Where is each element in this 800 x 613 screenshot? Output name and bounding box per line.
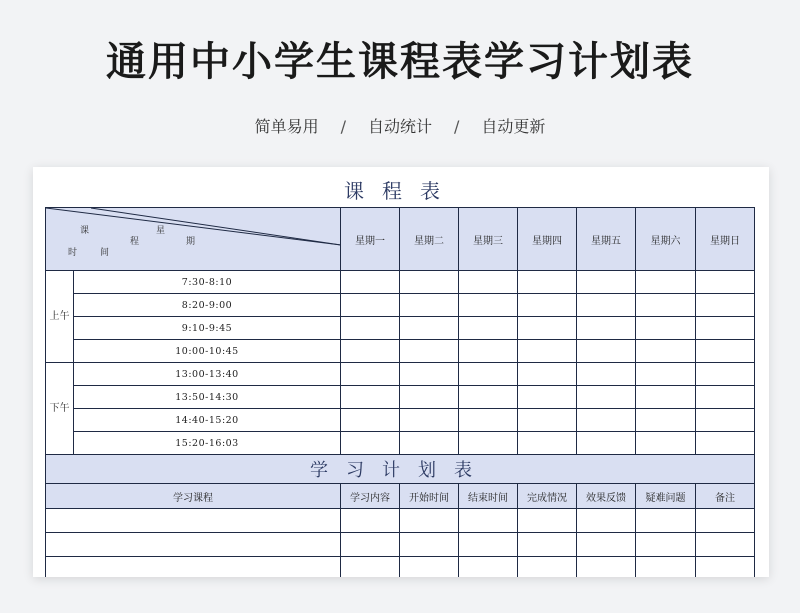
subtitle-item-easy: 简单易用 xyxy=(254,117,319,136)
time-slot[interactable]: 13:50-14:30 xyxy=(74,386,341,409)
schedule-cell[interactable] xyxy=(577,271,636,294)
plan-header[interactable]: 完成情况 xyxy=(518,484,577,509)
schedule-cell[interactable] xyxy=(341,317,400,340)
schedule-cell[interactable] xyxy=(459,340,518,363)
day-header[interactable]: 星期四 xyxy=(518,208,577,271)
schedule-cell[interactable] xyxy=(459,271,518,294)
time-slot[interactable]: 7:30-8:10 xyxy=(74,271,341,294)
schedule-cell[interactable] xyxy=(518,317,577,340)
plan-cell[interactable] xyxy=(577,557,636,578)
schedule-cell[interactable] xyxy=(518,294,577,317)
plan-cell[interactable] xyxy=(696,533,755,557)
table-row xyxy=(46,386,755,409)
day-header[interactable]: 星期一 xyxy=(341,208,400,271)
period-label-morning[interactable]: 上午 xyxy=(46,271,74,363)
corner-label: 程 xyxy=(130,237,140,247)
corner-label: 期 xyxy=(186,237,196,247)
corner-label: 星 xyxy=(156,226,166,236)
schedule-cell[interactable] xyxy=(577,409,636,432)
schedule-cell[interactable] xyxy=(636,363,696,386)
subtitle-item-auto-stats: 自动统计 xyxy=(367,117,432,136)
plan-header-course[interactable]: 学习课程 xyxy=(46,484,341,509)
plan-cell[interactable] xyxy=(400,557,459,578)
plan-header[interactable]: 结束时间 xyxy=(459,484,518,509)
table-row xyxy=(46,409,755,432)
plan-cell[interactable] xyxy=(459,509,518,533)
schedule-cell[interactable] xyxy=(459,409,518,432)
plan-cell[interactable] xyxy=(518,557,577,578)
corner-label: 时 xyxy=(68,248,78,258)
plan-cell[interactable] xyxy=(459,533,518,557)
schedule-cell[interactable] xyxy=(400,340,459,363)
plan-cell[interactable] xyxy=(636,533,696,557)
table-row xyxy=(46,557,755,578)
subtitle xyxy=(0,114,800,137)
plan-cell[interactable] xyxy=(341,557,400,578)
corner-cell[interactable] xyxy=(46,208,341,271)
day-header[interactable]: 星期二 xyxy=(400,208,459,271)
corner-label: 课 xyxy=(80,226,90,236)
schedule-cell[interactable] xyxy=(518,340,577,363)
schedule-header-row xyxy=(46,208,755,271)
day-header[interactable]: 星期日 xyxy=(696,208,755,271)
table-row xyxy=(46,363,755,386)
plan-header[interactable]: 学习内容 xyxy=(341,484,400,509)
spreadsheet-sheet xyxy=(33,167,769,577)
schedule-cell[interactable] xyxy=(696,386,755,409)
table-row xyxy=(46,432,755,455)
plan-cell[interactable] xyxy=(341,533,400,557)
schedule-cell[interactable] xyxy=(341,409,400,432)
plan-cell[interactable] xyxy=(636,509,696,533)
schedule-cell[interactable] xyxy=(459,386,518,409)
schedule-cell[interactable] xyxy=(696,340,755,363)
schedule-cell[interactable] xyxy=(696,409,755,432)
plan-cell[interactable] xyxy=(46,509,341,533)
schedule-cell[interactable] xyxy=(577,432,636,455)
schedule-cell[interactable] xyxy=(636,409,696,432)
day-header[interactable]: 星期三 xyxy=(459,208,518,271)
schedule-cell[interactable] xyxy=(341,294,400,317)
plan-cell[interactable] xyxy=(400,509,459,533)
schedule-cell[interactable] xyxy=(341,271,400,294)
schedule-cell[interactable] xyxy=(459,363,518,386)
schedule-cell[interactable] xyxy=(518,363,577,386)
time-slot[interactable]: 9:10-9:45 xyxy=(74,317,341,340)
schedule-cell[interactable] xyxy=(518,409,577,432)
table-row xyxy=(46,340,755,363)
subtitle-item-auto-update: 自动更新 xyxy=(481,117,546,136)
schedule-cell[interactable] xyxy=(400,317,459,340)
schedule-cell[interactable] xyxy=(518,271,577,294)
schedule-cell[interactable] xyxy=(696,317,755,340)
schedule-cell[interactable] xyxy=(636,317,696,340)
schedule-cell[interactable] xyxy=(400,271,459,294)
plan-cell[interactable] xyxy=(459,557,518,578)
schedule-cell[interactable] xyxy=(400,432,459,455)
plan-header-row xyxy=(46,484,755,509)
table-row xyxy=(46,509,755,533)
plan-cell[interactable] xyxy=(696,557,755,578)
plan-cell[interactable] xyxy=(46,533,341,557)
schedule-cell[interactable] xyxy=(400,294,459,317)
page-title: 通用中小学生课程表学习计划表 xyxy=(106,39,694,85)
table-row xyxy=(46,533,755,557)
schedule-cell[interactable] xyxy=(577,317,636,340)
schedule-cell[interactable] xyxy=(636,271,696,294)
schedule-cell[interactable] xyxy=(341,363,400,386)
table-row xyxy=(46,317,755,340)
time-slot[interactable]: 13:00-13:40 xyxy=(74,363,341,386)
schedule-cell[interactable] xyxy=(459,432,518,455)
day-header[interactable]: 星期六 xyxy=(636,208,696,271)
plan-cell[interactable] xyxy=(577,509,636,533)
time-slot[interactable]: 10:00-10:45 xyxy=(74,340,341,363)
plan-cell[interactable] xyxy=(400,533,459,557)
schedule-title: 课程表 xyxy=(344,179,458,203)
schedule-cell[interactable] xyxy=(696,271,755,294)
plan-title[interactable]: 学习计划表 xyxy=(46,455,755,484)
schedule-cell[interactable] xyxy=(400,409,459,432)
schedule-cell[interactable] xyxy=(518,386,577,409)
time-slot[interactable]: 8:20-9:00 xyxy=(74,294,341,317)
plan-cell[interactable] xyxy=(577,533,636,557)
schedule-cell[interactable] xyxy=(636,340,696,363)
day-header[interactable]: 星期五 xyxy=(577,208,636,271)
schedule-cell[interactable] xyxy=(577,386,636,409)
plan-cell[interactable] xyxy=(518,533,577,557)
schedule-table xyxy=(45,207,755,577)
corner-label: 间 xyxy=(100,248,110,258)
plan-cell[interactable] xyxy=(696,509,755,533)
schedule-cell[interactable] xyxy=(518,432,577,455)
time-slot[interactable]: 15:20-16:03 xyxy=(74,432,341,455)
schedule-cell[interactable] xyxy=(577,340,636,363)
schedule-cell[interactable] xyxy=(459,294,518,317)
schedule-cell[interactable] xyxy=(577,363,636,386)
schedule-cell[interactable] xyxy=(400,363,459,386)
schedule-cell[interactable] xyxy=(696,363,755,386)
schedule-cell[interactable] xyxy=(696,294,755,317)
subtitle-separator: / xyxy=(454,117,460,136)
plan-header[interactable]: 效果反馈 xyxy=(577,484,636,509)
schedule-cell[interactable] xyxy=(400,386,459,409)
plan-cell[interactable] xyxy=(636,557,696,578)
schedule-cell[interactable] xyxy=(341,386,400,409)
plan-cell[interactable] xyxy=(46,557,341,578)
schedule-cell[interactable] xyxy=(459,317,518,340)
plan-cell[interactable] xyxy=(518,509,577,533)
plan-header[interactable]: 开始时间 xyxy=(400,484,459,509)
schedule-cell[interactable] xyxy=(636,294,696,317)
schedule-cell[interactable] xyxy=(636,386,696,409)
schedule-cell[interactable] xyxy=(636,432,696,455)
time-slot[interactable]: 14:40-15:20 xyxy=(74,409,341,432)
schedule-cell[interactable] xyxy=(696,432,755,455)
schedule-cell[interactable] xyxy=(341,432,400,455)
subtitle-separator: / xyxy=(340,117,346,136)
table-row xyxy=(46,271,755,294)
table-row xyxy=(46,294,755,317)
plan-header[interactable]: 备注 xyxy=(696,484,755,509)
period-label-afternoon[interactable]: 下午 xyxy=(46,363,74,455)
plan-cell[interactable] xyxy=(341,509,400,533)
schedule-cell[interactable] xyxy=(341,340,400,363)
plan-title-row xyxy=(46,455,755,484)
plan-header[interactable]: 疑难问题 xyxy=(636,484,696,509)
schedule-cell[interactable] xyxy=(577,294,636,317)
